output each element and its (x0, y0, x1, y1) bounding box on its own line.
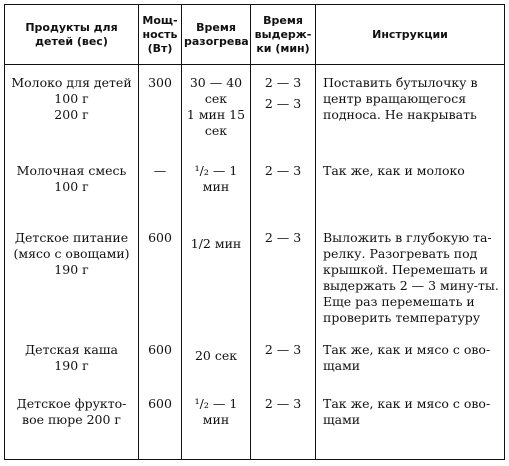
heat-time-value: ¹/₂ — 1 мин (194, 162, 238, 194)
product-cell (5, 332, 139, 386)
header-hold-time: Время выдерж-ки (мин) (251, 5, 316, 65)
product-line: 190 г (54, 261, 89, 277)
power-value: — (153, 162, 167, 178)
power-value: 600 (148, 229, 172, 245)
header-power: Мощ-ность (Вт) (139, 5, 182, 65)
heat-time-cell (182, 153, 251, 220)
baby-food-heating-table (4, 4, 505, 460)
hold-time-value: 2 — 3 (264, 395, 302, 411)
power-cell (139, 386, 182, 460)
power-cell (139, 153, 182, 220)
table-row (5, 153, 505, 220)
product-line: 100 г (54, 178, 89, 194)
hold-time-value: 2 — 3 (264, 162, 302, 178)
instructions-text: Поставить бутылочку в центр вращающегося подноса. Не накрывать (323, 75, 478, 122)
heat-time-value: 20 сек (194, 347, 238, 363)
product-cell (5, 220, 139, 332)
hold-time-value: 2 — 3 (264, 75, 302, 90)
product-line: Детское фрукто- (16, 395, 127, 411)
instructions-cell (316, 153, 505, 220)
instructions-cell (316, 386, 505, 460)
product-cell (5, 386, 139, 460)
product-cell (5, 65, 139, 153)
heat-time-cell (182, 332, 251, 386)
power-value: 600 (148, 341, 172, 357)
product-line: (мясо с овощами) (13, 245, 130, 261)
instructions-text: Так же, как и мясо с ово-щами (323, 341, 491, 373)
table-row (5, 332, 505, 386)
hold-time-cell (251, 153, 316, 220)
heat-time-value: 1/2 мин (190, 235, 242, 251)
product-line: Детская каша (25, 341, 118, 357)
product-line: Детское питание (14, 229, 129, 245)
hold-time-cell (251, 332, 316, 386)
heat-time-cell (182, 220, 251, 332)
instructions-text: Так же, как и мясо с ово-щами (323, 395, 491, 427)
power-cell (139, 332, 182, 386)
instructions-cell (316, 332, 505, 386)
product-cell (5, 153, 139, 220)
product-line: 100 г (54, 91, 89, 106)
hold-time-cell (251, 386, 316, 460)
heat-time-cell (182, 65, 251, 153)
product-line: Молоко для детей (11, 75, 132, 90)
hold-time-value: 2 — 3 (264, 96, 302, 111)
header-heat-time: Время разогрева (182, 5, 251, 65)
heat-time-value: 30 — 40 сек (189, 75, 243, 106)
product-line: 200 г (54, 107, 89, 122)
product-line: Молочная смесь (16, 162, 127, 178)
header-row (5, 5, 505, 65)
hold-time-cell (251, 65, 316, 153)
table-row (5, 220, 505, 332)
heat-time-cell (182, 386, 251, 460)
power-cell (139, 65, 182, 153)
instructions-cell (316, 65, 505, 153)
table-row (5, 386, 505, 460)
heat-time-value: ¹/₂ — 1 мин (194, 395, 238, 427)
product-line: 190 г (54, 357, 89, 373)
power-value: 600 (148, 395, 172, 411)
power-value: 300 (148, 75, 172, 90)
hold-time-value: 2 — 3 (264, 341, 302, 357)
product-line: вое пюре 200 г (22, 411, 121, 427)
hold-time-cell (251, 220, 316, 332)
table-row (5, 65, 505, 153)
instructions-cell (316, 220, 505, 332)
instructions-text: Так же, как и молоко (323, 162, 465, 178)
power-cell (139, 220, 182, 332)
heat-time-value: 1 мин 15 сек (186, 107, 246, 138)
header-product: Продукты для детей (вес) (5, 5, 139, 65)
hold-time-value: 2 — 3 (264, 229, 302, 245)
instructions-text: Выложить в глубокую та-релку. Разогревать под крышкой. Перемешать и выдержать 2 — 3 мину-ты. Еще раз перемешать и проверить температуру (323, 229, 499, 325)
header-instructions: Инструкции (316, 5, 505, 65)
